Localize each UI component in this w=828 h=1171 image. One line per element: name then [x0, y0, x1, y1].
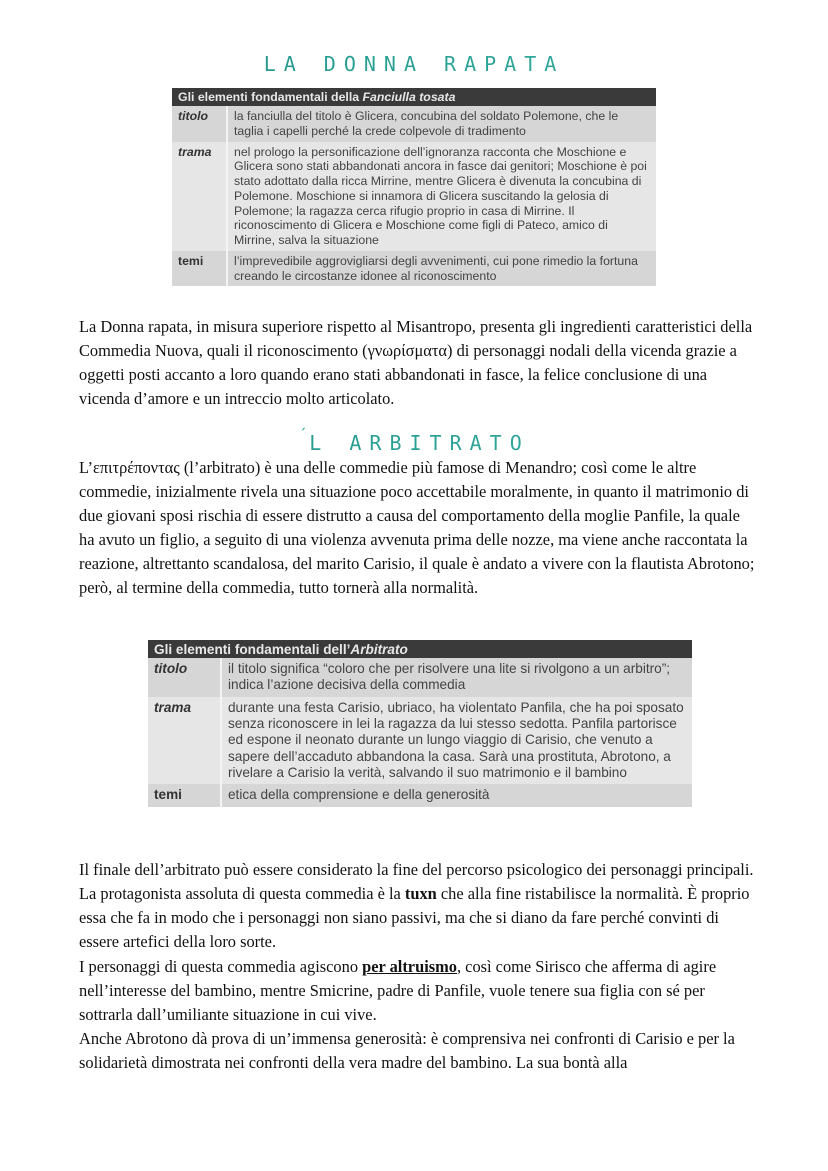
paragraph-altruismo: I personaggi di questa commedia agiscono per altruismo, così come Sirisco che afferma di agire nell’interesse del bambino, mentre Smicrine, padre di Panfile, vuole tenere sua figlia con sé per sottrarla dall’umiliante situazione in cui vive.	[79, 957, 717, 1024]
table-row	[148, 658, 692, 697]
row-key: titolo	[172, 106, 227, 142]
row-text: la fanciulla del titolo è Glicera, concubina del soldato Polemone, che le taglia i capelli perché la crede colpevole di tradimento	[227, 106, 656, 142]
arbitrato-table	[148, 640, 692, 807]
row-text: durante una festa Carisio, ubriaco, ha violentato Panfila, che ha poi sposato senza riconoscere in lei la ragazza da lui stesso sedotta. Panfila partorisce ed espone il neonato durante un lungo viaggio di Carisio, che venuto a sapere dell’accaduto abbandona la casa. Sarà una prostituta, Abrotono, a rivelare a Carisio la verità, salvando il suo matrimonio e il bambino	[221, 697, 692, 785]
table-row	[148, 697, 692, 785]
row-key: temi	[148, 784, 221, 806]
section-title-arbitrato: ´L ARBITRATO	[0, 431, 828, 455]
table-header: Gli elementi fondamentali della Fanciulla tosata	[172, 88, 656, 106]
fanciulla-tosata-table	[172, 88, 656, 286]
row-key: trama	[172, 142, 227, 251]
table-row	[172, 142, 656, 251]
row-key: temi	[172, 251, 227, 287]
paragraph-abrotono: Anche Abrotono dà prova di un’immensa generosità: è comprensiva nei confronti di Carisio e per la solidarietà dimostrata nei confronti della vera madre del bambino. La sua bontà alla	[79, 1029, 735, 1072]
row-key: trama	[148, 697, 221, 785]
tuxn-term: tuxn	[404, 884, 437, 903]
table-header: Gli elementi fondamentali dell’Arbitrato	[148, 640, 692, 658]
table-row	[148, 784, 692, 806]
paragraph-donna-rapata: La Donna rapata, in misura superiore rispetto al Misantropo, presenta gli ingredienti caratteristici della Commedia Nuova, quali il riconoscimento (γνωρίσματα) di personaggi nodali della vicenda grazie a oggetti posti accanto a loro quando erano stati abbandonati in fasce, la felice conclusione di una vicenda d’amore e un intreccio molto articolato.	[79, 317, 753, 408]
paragraph-arbitrato-intro: L’επιτρέποντας (l’arbitrato) è una delle commedie più famose di Menandro; così come le altre commedie, inizialmente rivela una situazione poco accettabile moralmente, in quanto il matrimonio di due giovani sposi rischia di essere distrutto a causa del comportamento della moglie Panfile, la quale ha avuto un figlio, a seguito di una violenza avvenuta prima delle nozze, ma viene anche raccontata la reazione, altrettanto scandalosa, del marito Carisio, il quale è andato a vivere con la flautista Abrotono; però, al termine della commedia, tutto tornerà alla normalità.	[79, 458, 755, 597]
table-row	[172, 106, 656, 142]
row-text: l’imprevedibile aggrovigliarsi degli avvenimenti, cui pone rimedio la fortuna creando le circostanze idonee al riconoscimento	[227, 251, 656, 287]
row-text: nel prologo la personificazione dell’ignoranza racconta che Moschione e Glicera sono stati abbandonati ancora in fasce dai genitori; Moschione è poi stato adottato dalla ricca Mirrine, mentre Glicera è divenuta la concubina di Polemone. Moschione si innamora di Glicera suscitando la gelosia di Polemone; la ragazza cerca rifugio proprio in casa di Mirrine. Il riconoscimento di Glicera e Moschione come figli di Pateco, amico di Mirrine, salva la situazione	[227, 142, 656, 251]
altruismo-term: per altruismo	[362, 957, 457, 976]
row-key: titolo	[148, 658, 221, 697]
paragraph-finale: Il finale dell’arbitrato può essere considerato la fine del percorso psicologico dei personaggi principali. La protagonista assoluta di questa commedia è la tuxn che alla fine ristabilisce la normalità. È proprio essa che fa in modo che i personaggi non siano passivi, ma che si diano da fare perché convinti di essere artefici della loro sorte.	[79, 860, 754, 951]
row-text: etica della comprensione e della generosità	[221, 784, 692, 806]
row-text: il titolo significa “coloro che per risolvere una lite si rivolgono a un arbitro”; indica l’azione decisiva della commedia	[221, 658, 692, 697]
section-title-donna-rapata: LA DONNA RAPATA	[0, 52, 828, 76]
table-row	[172, 251, 656, 287]
